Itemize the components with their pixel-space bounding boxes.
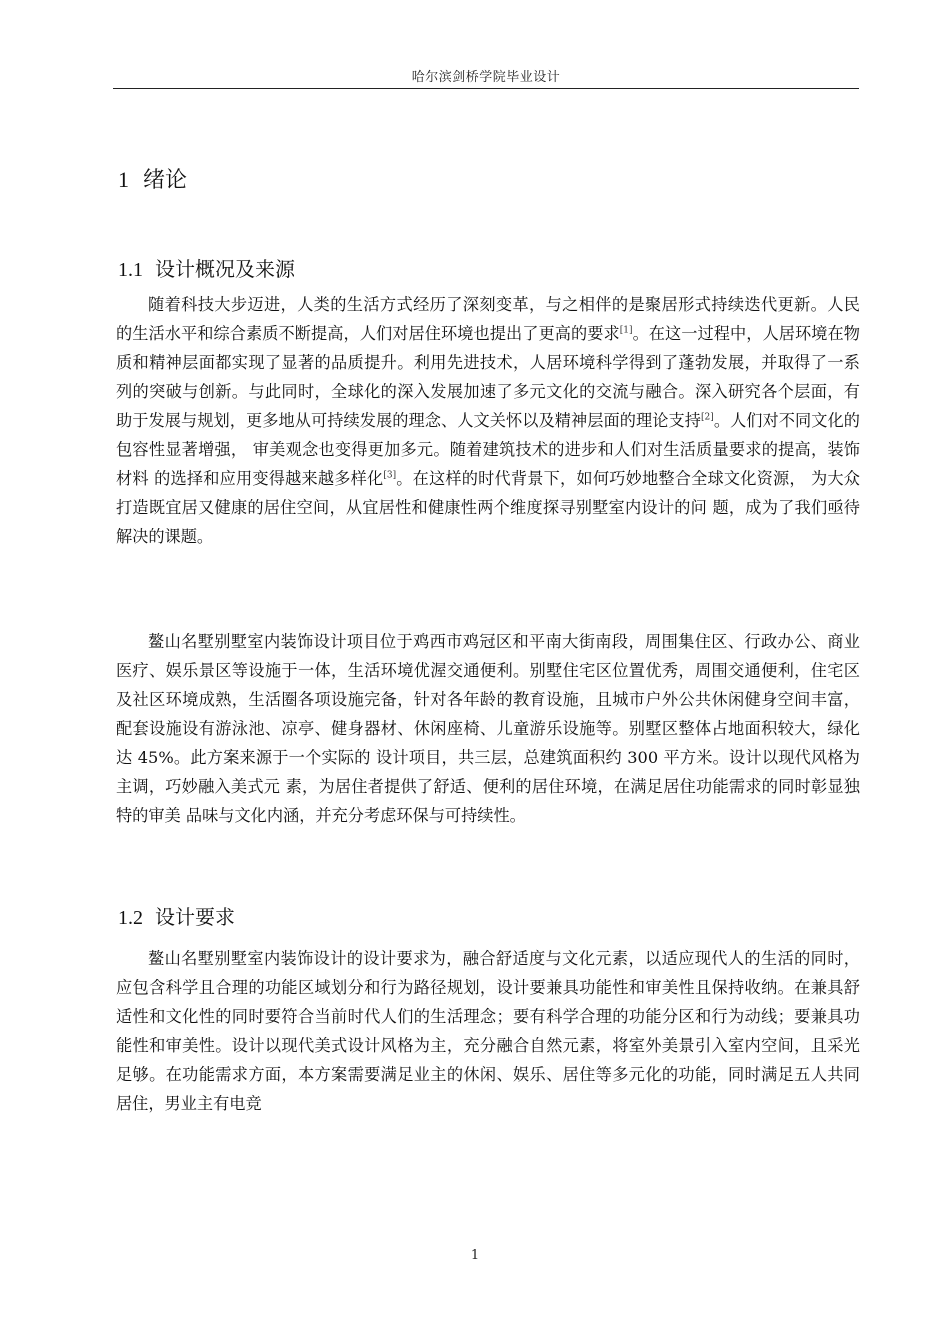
body-paragraph: 鳌山名墅别墅室内装饰设计项目位于鸡西市鸡冠区和平南大街南段，周围集住区、行政办公、商业医疗、娱乐景区等设施于一体，生活环境优渥交通便利。别墅住宅区位置优秀，周围交通便利，住宅区及社区环境成熟，生活圈各项设施完备，针对各年龄的教育设施，且城市户外公共休闲健身空间丰富，配套设施设有游泳池、凉亭、健身器材、休闲座椅、儿童游乐设施等。别墅区整体占地面积较大，绿化达 45%。此方案来源于一个实际的 设计项目，共三层，总建筑面积约 300 平方米。设计以现代风格为主调，巧妙融入美式元 素，为居住者提供了舒适、便利的居住环境，在满足居住功能需求的同时彰显独特的审美 品味与文化内涵，并充分考虑环保与可持续性。: [116, 632, 860, 825]
chapter-number: 1: [118, 167, 129, 192]
citation-marker: [2]: [701, 412, 714, 423]
section-title-1-1: [118, 253, 295, 282]
body-paragraph: 随着科技大步迈进，人类的生活方式经历了深刻变革，与之相伴的是聚居形式持续迭代更新。人民的生活水平和综合素质不断提高，人们对居住环境也提出了更高的要求[1]。在这一过程中，人居环境在物质和精神层面都实现了显著的品质提升。利用先进技术，人居环境科学得到了蓬勃发展，并取得了一系列的突破与创新。与此同时，全球化的深入发展加速了多元文化的交流与融合。深入研究各个层面，有助于发展与规划，更多地从可持续发展的理念、人文关怀以及精神层面的理论支持[2]。人们对不同文化的包容性显著增强， 审美观念也变得更加多元。随着建筑技术的进步和人们对生活质量要求的提高，装饰材料 的选择和应用变得越来越多样化[3]。在这样的时代背景下，如何巧妙地整合全球文化资源， 为大众打造既宜居又健康的居住空间，从宜居性和健康性两个维度探寻别墅室内设计的问 题，成为了我们亟待解决的课题。: [116, 295, 860, 546]
body-paragraph: 鳌山名墅别墅室内装饰设计的设计要求为，融合舒适度与文化元素，以适应现代人的生活的同时，应包含科学且合理的功能区域划分和行为路径规划，设计要兼具功能性和审美性且保持收纳。在兼具舒适性和文化性的同时要符合当前时代人们的生活理念；要有科学合理的功能分区和行为动线；要兼具功能性和审美性。设计以现代美式设计风格为主，充分融合自然元素，将室外美景引入室内空间，且采光足够。在功能需求方面，本方案需要满足业主的休闲、娱乐、居住等多元化的功能，同时满足五人共同居住，男业主有电竞: [116, 949, 860, 1113]
citation-marker: [3]: [383, 470, 397, 481]
chapter-title: [118, 163, 187, 194]
section-title-1-2: [118, 901, 235, 930]
section-number: 1.1: [118, 259, 143, 281]
section-number: 1.2: [118, 907, 143, 929]
citation-marker: [1]: [619, 325, 633, 336]
section-title-text: 设计要求: [155, 905, 235, 929]
chapter-title-text: 绪论: [143, 168, 188, 193]
page-number: 1: [470, 1248, 480, 1263]
header-divider: [113, 88, 859, 89]
page-header: 哈尔滨剑桥学院毕业设计: [411, 70, 561, 85]
section-title-text: 设计概况及来源: [155, 257, 295, 281]
